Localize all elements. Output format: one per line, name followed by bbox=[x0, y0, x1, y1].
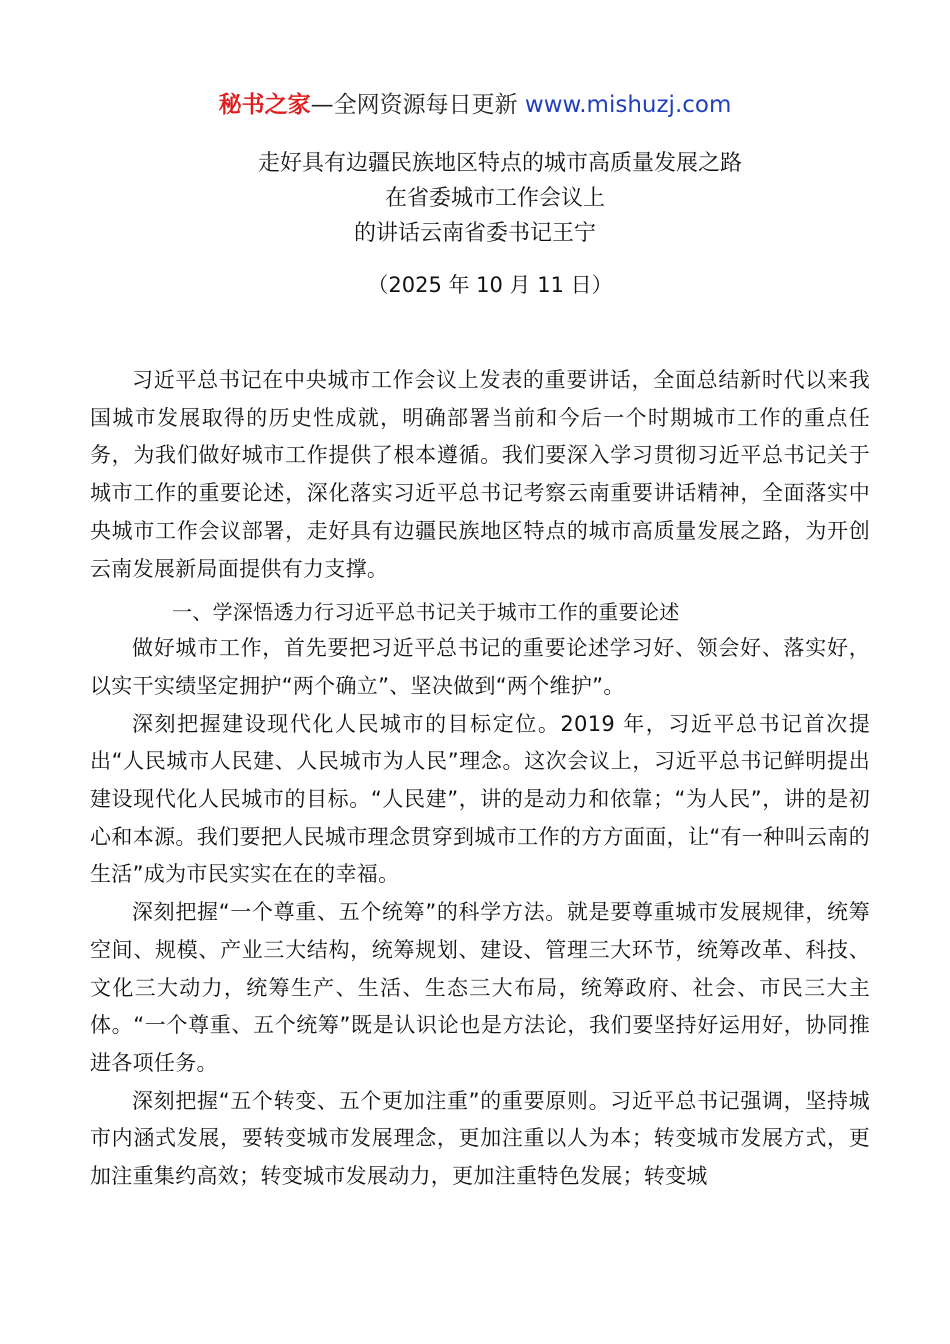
paragraph-5: 深刻把握“五个转变、五个更加注重”的重要原则。习近平总书记强调，坚持城市内涵式发展，要转变城市发展理念，更加注重以人为本；转变城市发展方式，更加注重集约高效；转变城市发展动力，更加注重特色发展；转变城 bbox=[90, 1088, 870, 1189]
title-line-3: 的讲话云南省委书记王宁 bbox=[353, 221, 596, 246]
site-banner bbox=[0, 88, 950, 122]
title-line-1: 走好具有边疆民族地区特点的城市高质量发展之路 bbox=[257, 151, 742, 176]
document-body bbox=[90, 362, 870, 1196]
speech-date: （2025 年 10 月 11 日） bbox=[367, 273, 613, 297]
paragraph-4: 深刻把握“一个尊重、五个统筹”的科学方法。就是要尊重城市发展规律，统筹空间、规模、产业三大结构，统筹规划、建设、管理三大环节，统筹改革、科技、文化三大动力，统筹生产、生活、生态三大布局，统筹政府、社会、市民三大主体。“一个尊重、五个统筹”既是认识论也是方法论，我们要坚持好运用好，协同推进各项任务。 bbox=[90, 900, 870, 1075]
brand-name: 秘书之家 bbox=[218, 92, 311, 118]
paragraph-3: 深刻把握建设现代化人民城市的目标定位。2019 年，习近平总书记首次提出“人民城市人民建、人民城市为人民”理念。这次会议上，习近平总书记鲜明提出建设现代化人民城市的目标。“人民建”，讲的是动力和依靠；“为人民”，讲的是初心和本源。我们要把人民城市理念贯穿到城市工作的方方面面，让“有一种叫云南的生活”成为市民实实在在的幸福。 bbox=[90, 711, 870, 887]
title-line-2: 在省委城市工作会议上 bbox=[384, 186, 605, 211]
section-heading-1: 一、学深悟透力行习近平总书记关于城市工作的重要论述 bbox=[172, 600, 680, 625]
site-url-link[interactable]: www.mishuzj.com bbox=[524, 92, 732, 118]
paragraph-2: 做好城市工作，首先要把习近平总书记的重要论述学习好、领会好、落实好，以实干实绩坚定拥护“两个确立”、坚决做到“两个维护”。 bbox=[90, 636, 870, 698]
paragraph-intro: 习近平总书记在中央城市工作会议上发表的重要讲话，全面总结新时代以来我国城市发展取得的历史性成就，明确部署当前和今后一个时期城市工作的重点任务，为我们做好城市工作提供了根本遵循。我们要深入学习贯彻习近平总书记关于城市工作的重要论述，深化落实习近平总书记考察云南重要讲话精神，全面落实中央城市工作会议部署，走好具有边疆民族地区特点的城市高质量发展之路，为开创云南发展新局面提供有力支撑。 bbox=[90, 368, 870, 581]
banner-tagline: —全网资源每日更新 bbox=[310, 92, 525, 118]
document-title bbox=[0, 146, 950, 251]
